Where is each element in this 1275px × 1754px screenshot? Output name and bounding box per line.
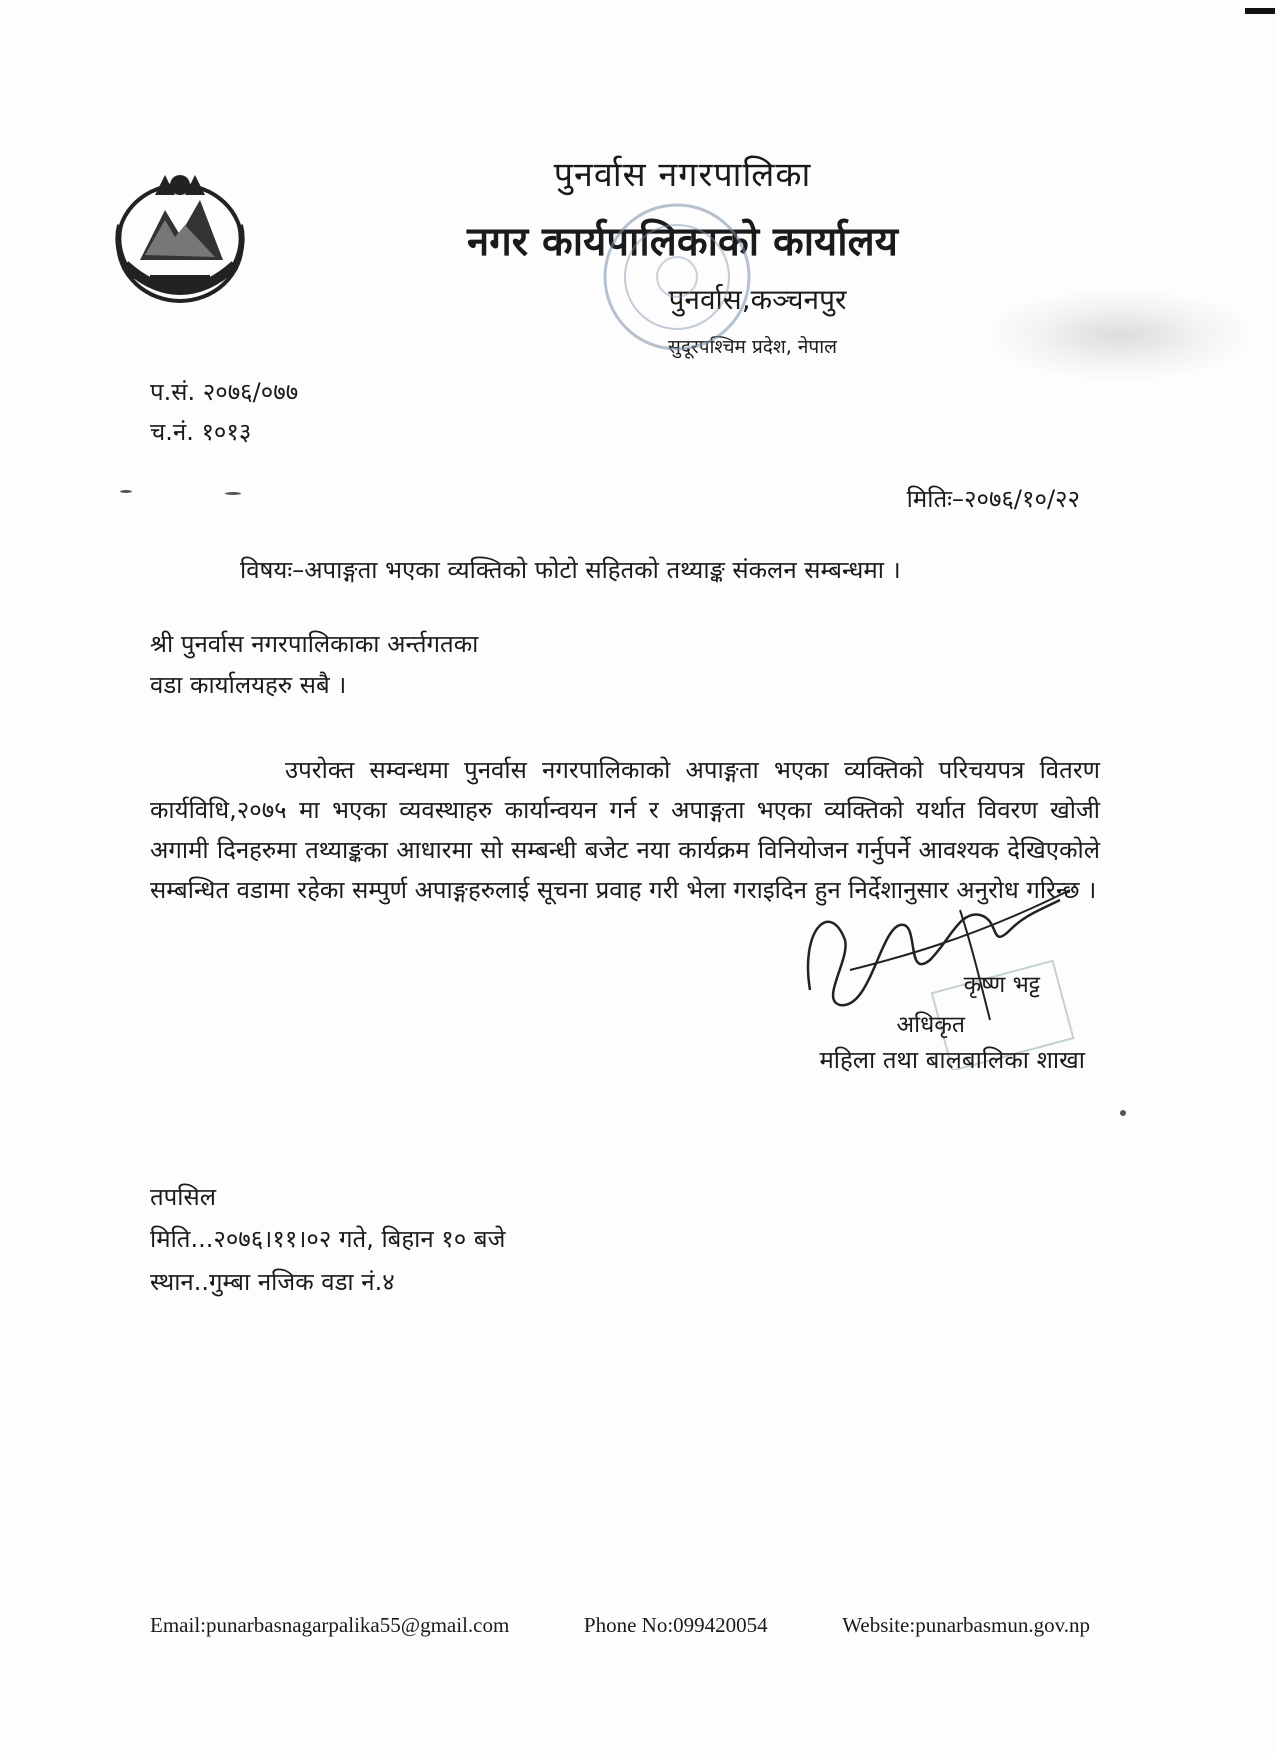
letter-body: उपरोक्त सम्वन्धमा पुनर्वास नगरपालिकाको अपाङ्गता भएका व्यक्तिको परिचयपत्र वितरण कार्यविधि,२०७५ मा भएका व्यवस्थाहरु कार्यान्वयन गर्न र अपाङ्गता भएका व्यक्तिको यर्थात विवरण खोजी अगामी दिनहरुमा तथ्याङ्कका आधारमा सो सम्बन्धी बजेट नया कार्यक्रम विनियोजन गर्नुपर्ने आवश्यक देखिएकोले सम्बन्धित वडामा रहेका सम्पुर्ण अपाङ्गहरुलाई सूचना प्रवाह गरी भेला गराइदिन हुन निर्देशानुसार अनुरोध गरिन्छ ।: [150, 756, 1100, 904]
office-name: नगर कार्यपालिकाको कार्यालय: [467, 219, 898, 265]
province-country: सुदूरपश्चिम प्रदेश, नेपाल: [668, 336, 837, 358]
signatory-section: महिला तथा बालबालिका शाखा: [819, 1046, 1085, 1074]
subject-line: विषयः–अपाङ्गता भएका व्यक्तिको फोटो सहितको तथ्याङ्क संकलन सम्बन्धमा ।: [240, 556, 901, 584]
signatory-title: अधिकृत: [896, 1012, 965, 1038]
footer-phone: Phone No:099420054: [583, 1613, 768, 1637]
signatory-name: कृष्ण भट्ट: [963, 972, 1040, 998]
scan-speck: [120, 490, 132, 493]
dispatch-number: च.नं. १०१३: [150, 418, 252, 446]
recipient-line-2: वडा कार्यालयहरु सबै ।: [150, 671, 347, 699]
annex-place: स्थान..गुम्बा नजिक वडा नं.४: [150, 1268, 395, 1296]
annex-date: मिति...२०७६।११।०२ गते, बिहान १० बजे: [150, 1225, 506, 1253]
scan-corner-mark: [1245, 8, 1275, 14]
footer-contact: [150, 1613, 1090, 1638]
municipality-name: पुनर्वास नगरपालिका: [553, 155, 812, 195]
letter-date: मितिः–२०७६/१०/२२: [906, 485, 1080, 513]
office-location: पुनर्वास,कञ्चनपुर: [668, 283, 847, 316]
reference-number: प.सं. २०७६/०७७: [150, 378, 299, 406]
footer-email: Email:punarbasnagarpalika55@gmail.com: [150, 1613, 510, 1637]
recipient-line-1: श्री पुनर्वास नगरपालिकाका अर्न्तगतका: [150, 630, 479, 658]
office-stamp: [595, 195, 760, 360]
annex-heading: तपसिल: [150, 1183, 217, 1211]
footer-website: Website:punarbasmun.gov.np: [842, 1613, 1090, 1637]
scan-speck: [1120, 1110, 1126, 1116]
scan-speck: [225, 492, 241, 495]
